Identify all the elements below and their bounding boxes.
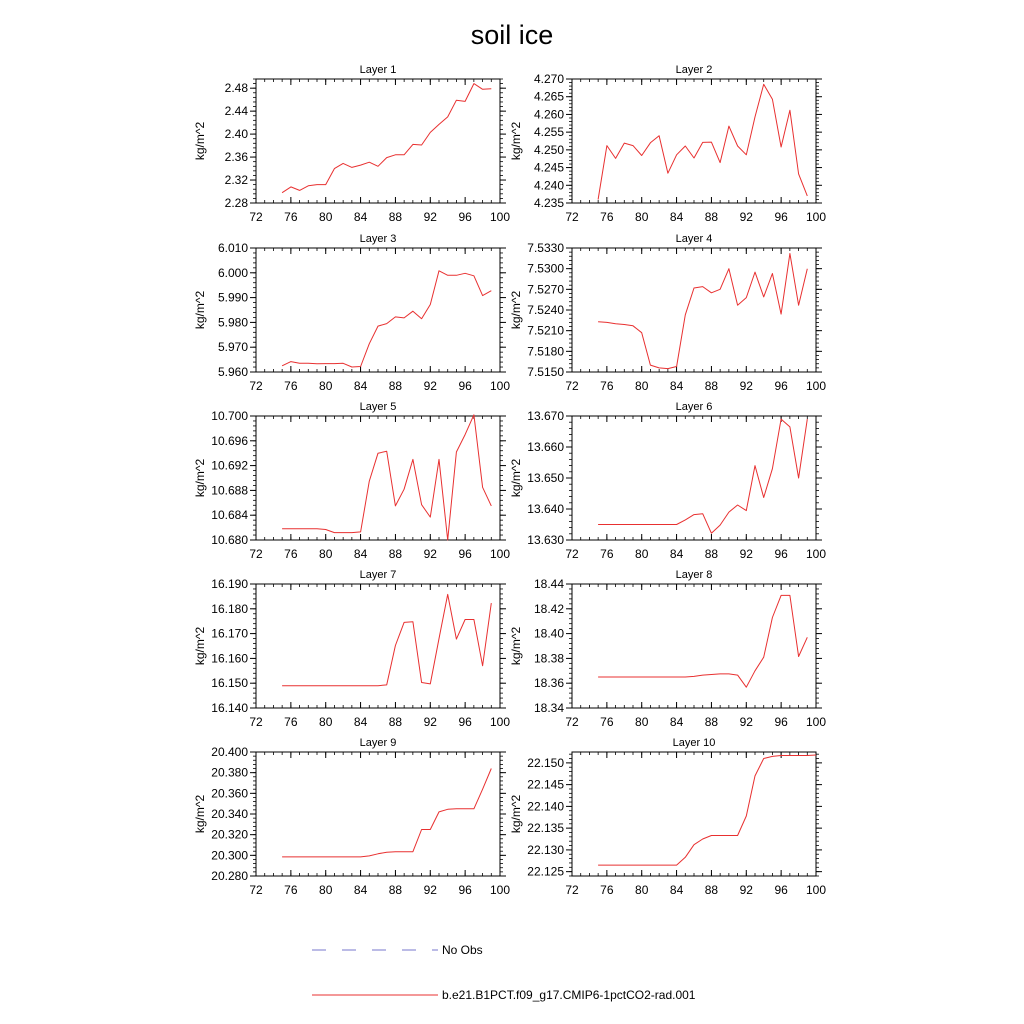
x-tick-label: 76 [284, 547, 298, 561]
x-tick-label: 96 [458, 210, 472, 224]
y-tick-label: 10.700 [211, 409, 248, 423]
x-tick-label: 92 [423, 715, 437, 729]
series-line [282, 594, 491, 685]
x-tick-label: 80 [635, 210, 649, 224]
x-tick-label: 84 [353, 715, 368, 729]
series-line [282, 84, 491, 193]
y-tick-label: 18.36 [533, 676, 564, 691]
x-tick-label: 80 [319, 715, 333, 729]
y-tick-label: 2.40 [224, 127, 248, 142]
x-tick-label: 96 [458, 379, 472, 393]
x-tick-label: 72 [565, 379, 579, 393]
y-tick-label: 2.36 [224, 150, 248, 165]
x-tick-label: 72 [249, 715, 263, 729]
plot-frame [256, 416, 500, 540]
y-axis-label: kg/m^2 [193, 458, 207, 498]
series-line [598, 84, 807, 199]
y-axis-label: kg/m^2 [509, 290, 523, 330]
plot-frame [256, 79, 500, 203]
y-tick-label: 5.990 [217, 290, 248, 305]
x-tick-label: 96 [774, 379, 788, 393]
x-tick-label: 96 [458, 715, 472, 729]
panel-layer-3 [193, 233, 510, 393]
y-tick-label: 10.688 [211, 483, 248, 498]
x-tick-label: 76 [600, 883, 614, 897]
y-axis-label: kg/m^2 [193, 121, 207, 161]
x-tick-label: 84 [669, 547, 684, 561]
x-tick-label: 84 [353, 883, 368, 897]
y-tick-label: 20.280 [211, 869, 248, 883]
x-tick-label: 88 [388, 210, 403, 224]
y-tick-label: 6.000 [217, 265, 248, 280]
y-tick-label: 18.40 [533, 626, 564, 641]
x-tick-label: 76 [284, 883, 298, 897]
plot-frame [572, 416, 816, 540]
y-tick-label: 18.44 [533, 577, 564, 591]
x-tick-label: 96 [458, 547, 472, 561]
panel-layer-2 [509, 64, 826, 224]
y-tick-label: 10.696 [211, 433, 248, 448]
x-tick-label: 84 [353, 210, 368, 224]
y-tick-label: 16.180 [211, 601, 248, 616]
y-tick-label: 4.235 [533, 196, 564, 210]
x-tick-label: 96 [774, 715, 788, 729]
x-tick-label: 92 [739, 547, 753, 561]
x-tick-label: 84 [669, 379, 684, 393]
x-tick-label: 100 [805, 715, 827, 729]
y-tick-label: 13.630 [527, 533, 564, 547]
x-tick-label: 76 [600, 547, 614, 561]
x-tick-label: 88 [704, 715, 719, 729]
x-tick-label: 72 [565, 883, 579, 897]
y-tick-label: 13.660 [527, 440, 564, 454]
panel-title: Layer 8 [675, 569, 713, 581]
x-tick-label: 100 [805, 210, 827, 224]
x-tick-label: 80 [635, 547, 649, 561]
panels [193, 64, 826, 897]
y-tick-label: 4.265 [533, 89, 564, 104]
y-tick-label: 20.360 [211, 786, 248, 801]
x-tick-label: 84 [669, 715, 684, 729]
x-tick-label: 84 [353, 379, 368, 393]
panel-title: Layer 7 [359, 569, 397, 581]
y-tick-label: 10.692 [211, 458, 248, 473]
legend-entry-run [312, 988, 696, 1002]
y-tick-label: 7.5210 [527, 323, 564, 338]
y-tick-label: 2.48 [224, 81, 248, 96]
plot-frame [572, 584, 816, 708]
panel-title: Layer 1 [359, 64, 397, 76]
x-tick-label: 76 [600, 379, 614, 393]
figure-title: soil ice [470, 20, 554, 50]
panel-title: Layer 4 [675, 233, 713, 245]
x-tick-label: 76 [284, 210, 298, 224]
x-tick-label: 92 [423, 883, 437, 897]
panel-title: Layer 10 [672, 737, 716, 749]
x-tick-label: 88 [388, 547, 403, 561]
x-tick-label: 88 [388, 883, 403, 897]
y-tick-label: 18.38 [533, 651, 564, 666]
x-tick-label: 92 [739, 715, 753, 729]
panel-title: Layer 3 [359, 233, 397, 245]
y-tick-label: 20.400 [211, 745, 248, 759]
x-tick-label: 88 [388, 379, 403, 393]
series-line [598, 419, 807, 533]
x-tick-label: 88 [704, 379, 719, 393]
x-tick-label: 96 [774, 210, 788, 224]
y-tick-label: 4.250 [533, 142, 564, 157]
y-tick-label: 16.140 [211, 701, 248, 715]
x-tick-label: 84 [669, 883, 684, 897]
y-tick-label: 16.150 [211, 676, 248, 691]
panel-layer-9 [193, 737, 510, 897]
y-tick-label: 7.5180 [527, 344, 564, 359]
panel-layer-6 [509, 401, 826, 561]
panel-layer-8 [509, 569, 826, 729]
y-tick-label: 22.150 [527, 755, 564, 770]
x-tick-label: 80 [635, 379, 649, 393]
x-tick-label: 76 [284, 715, 298, 729]
x-tick-label: 80 [319, 547, 333, 561]
legend-entry-no-obs [312, 943, 483, 957]
y-tick-label: 7.5150 [527, 365, 564, 379]
x-tick-label: 76 [284, 379, 298, 393]
x-tick-label: 100 [489, 883, 511, 897]
x-tick-label: 96 [774, 883, 788, 897]
y-tick-label: 22.135 [527, 821, 564, 836]
y-tick-label: 5.980 [217, 315, 248, 330]
y-tick-label: 4.245 [533, 160, 564, 175]
x-tick-label: 92 [739, 379, 753, 393]
x-tick-label: 88 [388, 715, 403, 729]
y-tick-label: 7.5240 [527, 303, 564, 317]
x-tick-label: 92 [423, 210, 437, 224]
y-tick-label: 10.680 [211, 533, 248, 547]
legend-label-run: b.e21.B1PCT.f09_g17.CMIP6-1pctCO2-rad.001 [442, 988, 696, 1002]
y-tick-label: 2.44 [224, 104, 248, 119]
x-tick-label: 76 [600, 210, 614, 224]
y-axis-label: kg/m^2 [193, 794, 207, 834]
y-tick-label: 20.300 [211, 848, 248, 863]
y-tick-label: 7.5270 [527, 282, 564, 297]
panel-layer-10 [509, 737, 826, 897]
y-tick-label: 22.125 [527, 864, 564, 879]
x-tick-label: 84 [669, 210, 684, 224]
y-tick-label: 18.34 [533, 701, 564, 715]
y-tick-label: 5.960 [217, 365, 248, 379]
plot-frame [572, 79, 816, 203]
x-tick-label: 80 [635, 715, 649, 729]
panel-title: Layer 6 [675, 401, 713, 413]
y-tick-label: 4.270 [533, 72, 564, 86]
x-tick-label: 72 [565, 715, 579, 729]
x-tick-label: 92 [739, 210, 753, 224]
y-tick-label: 5.970 [217, 340, 248, 355]
series-line [598, 254, 807, 369]
y-axis-label: kg/m^2 [193, 290, 207, 330]
x-tick-label: 88 [704, 547, 719, 561]
y-tick-label: 10.684 [211, 508, 248, 523]
y-tick-label: 20.380 [211, 765, 248, 780]
y-tick-label: 20.320 [211, 827, 248, 842]
panel-layer-7 [193, 569, 510, 729]
panel-title: Layer 9 [359, 737, 397, 749]
y-tick-label: 4.240 [533, 178, 564, 193]
x-tick-label: 80 [319, 883, 333, 897]
plot-frame [256, 248, 500, 372]
y-axis-label: kg/m^2 [509, 794, 523, 834]
y-tick-label: 16.160 [211, 651, 248, 666]
x-tick-label: 92 [423, 547, 437, 561]
y-axis-label: kg/m^2 [509, 458, 523, 498]
x-tick-label: 88 [704, 883, 719, 897]
panel-layer-4 [509, 233, 826, 393]
series-line [282, 271, 491, 367]
x-tick-label: 72 [249, 883, 263, 897]
x-tick-label: 100 [489, 715, 511, 729]
series-line [282, 769, 491, 857]
y-tick-label: 13.650 [527, 471, 564, 485]
x-tick-label: 72 [249, 379, 263, 393]
legend [312, 943, 696, 1002]
series-line [598, 595, 807, 687]
y-tick-label: 2.28 [224, 196, 248, 210]
x-tick-label: 72 [565, 547, 579, 561]
x-tick-label: 96 [458, 883, 472, 897]
x-tick-label: 100 [489, 210, 511, 224]
y-tick-label: 13.670 [527, 409, 564, 423]
y-tick-label: 18.42 [533, 601, 564, 616]
panel-title: Layer 2 [675, 64, 713, 76]
y-tick-label: 22.140 [527, 799, 564, 814]
y-axis-label: kg/m^2 [193, 626, 207, 666]
plot-frame [256, 584, 500, 708]
x-tick-label: 84 [353, 547, 368, 561]
x-tick-label: 80 [319, 379, 333, 393]
y-tick-label: 6.010 [217, 241, 248, 255]
panel-layer-5 [193, 401, 510, 561]
x-tick-label: 72 [249, 210, 263, 224]
x-tick-label: 92 [739, 883, 753, 897]
x-tick-label: 92 [423, 379, 437, 393]
y-tick-label: 7.5330 [527, 241, 564, 255]
x-tick-label: 100 [805, 379, 827, 393]
y-tick-label: 4.255 [533, 125, 564, 140]
y-tick-label: 2.32 [224, 173, 248, 188]
y-tick-label: 22.130 [527, 842, 564, 857]
x-tick-label: 80 [319, 210, 333, 224]
x-tick-label: 72 [565, 210, 579, 224]
panel-layer-1 [193, 64, 510, 224]
plot-frame [572, 248, 816, 372]
y-tick-label: 13.640 [527, 502, 564, 516]
series-line [282, 415, 491, 540]
x-tick-label: 80 [635, 883, 649, 897]
y-tick-label: 16.170 [211, 626, 248, 641]
y-axis-label: kg/m^2 [509, 626, 523, 666]
x-tick-label: 100 [489, 379, 511, 393]
x-tick-label: 88 [704, 210, 719, 224]
x-tick-label: 96 [774, 547, 788, 561]
y-tick-label: 22.145 [527, 777, 564, 792]
y-tick-label: 7.5300 [527, 261, 564, 276]
y-axis-label: kg/m^2 [509, 121, 523, 161]
y-tick-label: 20.340 [211, 807, 248, 821]
series-line [598, 755, 816, 865]
plot-frame [572, 752, 816, 876]
y-tick-label: 4.260 [533, 107, 564, 122]
x-tick-label: 100 [805, 547, 827, 561]
x-tick-label: 100 [805, 883, 827, 897]
legend-label-no-obs: No Obs [442, 943, 483, 957]
x-tick-label: 76 [600, 715, 614, 729]
x-tick-label: 72 [249, 547, 263, 561]
y-tick-label: 16.190 [211, 577, 248, 591]
panel-title: Layer 5 [359, 401, 397, 413]
x-tick-label: 100 [489, 547, 511, 561]
